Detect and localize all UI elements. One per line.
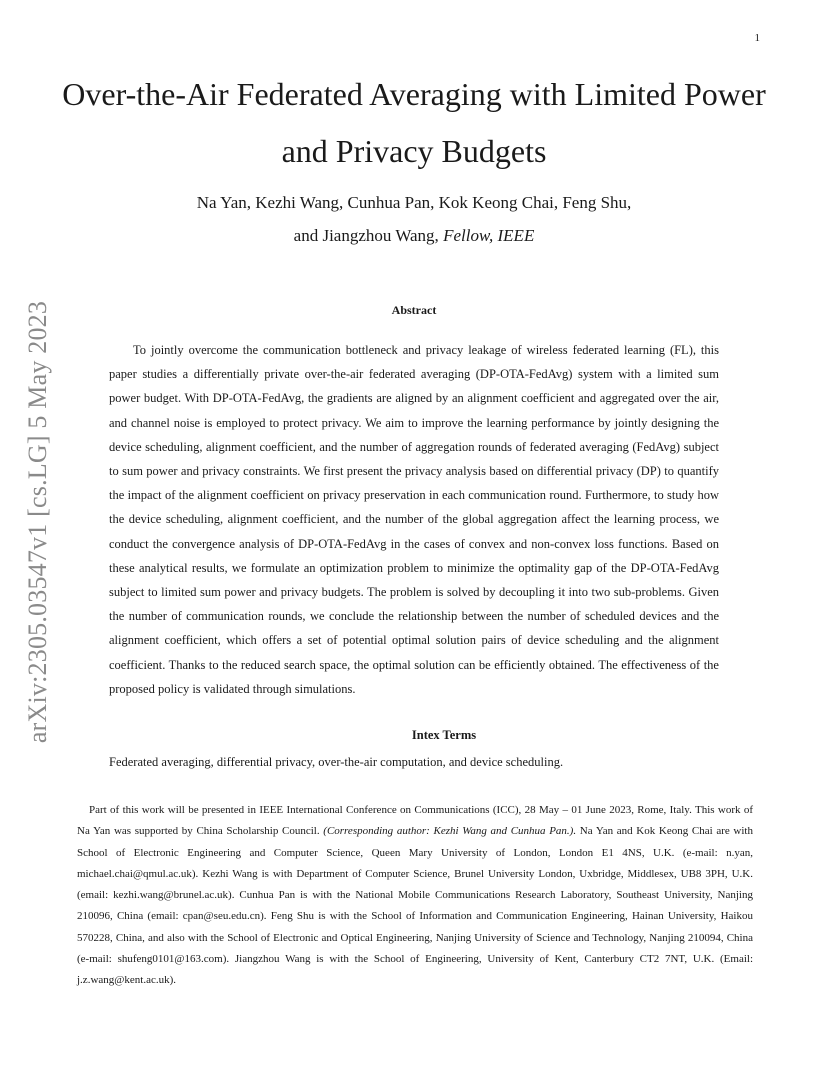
index-terms-heading: Intex Terms (411, 728, 477, 742)
abstract-heading: Abstract (391, 303, 437, 317)
arxiv-identifier-stamp: arXiv:2305.03547v1 [cs.LG] 5 May 2023 (23, 300, 52, 744)
footnote-part-1: Part of this work will be presented in IEEE International Conference on Communications (ICC), 28 May – 01 June 2023, Rome, Italy. This work of Na Yan was supported by China Scholarship Council. (77, 804, 753, 838)
footnote-part-2: Na Yan and Kok Keong Chai are with School of Electronic Engineering and Computer Science, Queen Mary University of London, London E1 4NS, U.K. (e-mail: n.yan, michael.chai@qmul.ac.uk). Kezhi Wang is with Department of Computer Science, Brunel University London, Uxbridge, Middlesex, UB8 3PH, U.K. (email: kezhi.wang@brunel.ac.uk). Cunhua Pan is with the National Mobile Communications Research Laboratory, Southeast University, Nanjing 210096, China (email: cpan@seu.edu.cn). Feng Shu is with the School of Information and Communication Engineering, Hainan University, Haikou 570228, China, and also with the School of Electronic and Optical Engineering, Nanjing University of Science and Technology, Nanjing 210094, China (e-mail: shufeng0101@163.com). Jiangzhou Wang is with the School of Engineering, University of Kent, Canterbury CT2 7NT, U.K. (Email: j.z.wang@kent.ac.uk). (77, 825, 753, 987)
author-names-line-2 (60, 219, 768, 252)
author-names-line-1: Na Yan, Kezhi Wang, Cunhua Pan, Kok Keong Chai, Feng Shu, (196, 193, 632, 212)
abstract-text: To jointly overcome the communication bottleneck and privacy leakage of wireless federated learning (FL), this paper studies a differentially private over-the-air federated averaging (DP-OTA-FedAvg) system with a limited sum power budget. With DP-OTA-FedAvg, the gradients are aligned by an alignment coefficient and aggregated over the air, and channel noise is employed to protect privacy. We aim to improve the learning performance by jointly designing the device scheduling, alignment coefficient, and the number of aggregation rounds of federated averaging (FedAvg) subject to sum power and privacy constraints. We first present the privacy analysis based on differential privacy (DP) to quantify the impact of the alignment coefficient on privacy preservation in each communication round. Furthermore, to study how the device scheduling, alignment coefficient, and the number of the global aggregation affect the learning process, we conduct the convergence analysis of DP-OTA-FedAvg in the cases of convex and non-convex loss functions. Based on these analytical results, we formulate an optimization problem to minimize the optimality gap of the DP-OTA-FedAvg subject to limited sum power and privacy budgets. The problem is solved by decoupling it into two sub-problems. Given the number of communication rounds, we conclude the relationship between the number of scheduled devices and the alignment coefficient, which offers a set of potential optimal solution pairs of device scheduling and the alignment coefficient. Thanks to the reduced search space, the optimal solution can be efficiently obtained. The effectiveness of the proposed policy is validated through simulations. (109, 343, 719, 696)
footnote-corresponding-author: (Corresponding author: Kezhi Wang and Cunhua Pan.). (323, 825, 577, 838)
author-list (60, 186, 768, 252)
author-fellow-title: Fellow, IEEE (443, 226, 535, 245)
author-names-line-2-text: and Jiangzhou Wang, (293, 226, 439, 245)
footnote (77, 800, 753, 992)
page-number: 1 (754, 32, 760, 44)
index-terms-text: Federated averaging, differential privacy, over-the-air computation, and device scheduling. (109, 755, 564, 769)
paper-title: Over-the-Air Federated Averaging with Limited Power and Privacy Budgets (62, 76, 766, 169)
